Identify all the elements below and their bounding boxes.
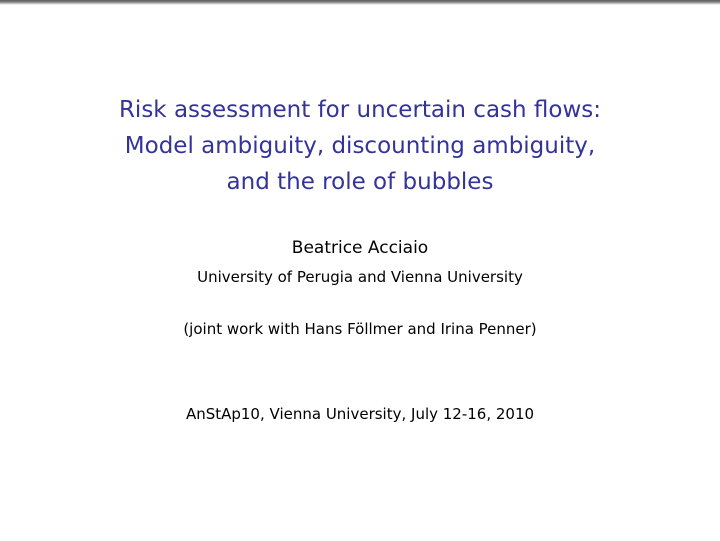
joint-work-note: (joint work with Hans Föllmer and Irina Penner) [183,320,537,338]
author-name: Beatrice Acciaio [291,238,429,258]
slide-title-line-2: Model ambiguity, discounting ambiguity, [124,133,596,159]
slide-title-line-1: Risk assessment for uncertain cash flows: [118,97,602,123]
slide-title [0,92,720,200]
author-affiliation: University of Perugia and Vienna University [197,268,523,286]
slide-title-line-3: and the role of bubbles [226,169,494,195]
event-info: AnStAp10, Vienna University, July 12-16, 2010 [185,405,535,423]
